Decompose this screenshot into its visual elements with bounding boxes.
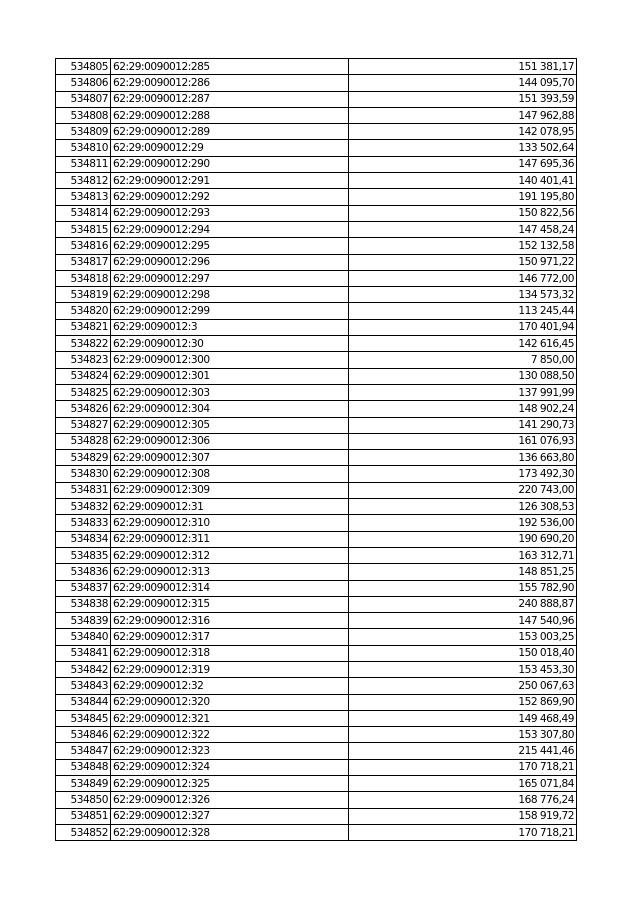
cadastral-number-cell: 62:29:0090012:304 — [111, 401, 349, 417]
cadastral-number-cell: 62:29:0090012:285 — [111, 59, 349, 75]
cadastral-value-cell: 152 132,58 — [349, 238, 577, 254]
row-number-cell: 534817 — [56, 254, 111, 270]
cadastral-number-cell: 62:29:0090012:315 — [111, 596, 349, 612]
row-number-cell: 534811 — [56, 156, 111, 172]
cadastral-number-cell: 62:29:0090012:301 — [111, 368, 349, 384]
table-row — [56, 629, 577, 645]
cadastral-number-cell: 62:29:0090012:312 — [111, 547, 349, 563]
table-row — [56, 661, 577, 677]
row-number-cell: 534810 — [56, 140, 111, 156]
cadastral-number-cell: 62:29:0090012:287 — [111, 91, 349, 107]
table-row — [56, 450, 577, 466]
row-number-cell: 534806 — [56, 75, 111, 91]
row-number-cell: 534831 — [56, 482, 111, 498]
cadastral-number-cell: 62:29:0090012:303 — [111, 384, 349, 400]
table-row — [56, 433, 577, 449]
table-row — [56, 107, 577, 123]
cadastral-number-cell: 62:29:0090012:294 — [111, 221, 349, 237]
cadastral-number-cell: 62:29:0090012:289 — [111, 124, 349, 140]
table-row — [56, 238, 577, 254]
row-number-cell: 534828 — [56, 433, 111, 449]
cadastral-number-cell: 62:29:0090012:295 — [111, 238, 349, 254]
row-number-cell: 534826 — [56, 401, 111, 417]
cadastral-number-cell: 62:29:0090012:325 — [111, 776, 349, 792]
table-row — [56, 531, 577, 547]
row-number-cell: 534816 — [56, 238, 111, 254]
row-number-cell: 534821 — [56, 319, 111, 335]
cadastral-number-cell: 62:29:0090012:307 — [111, 450, 349, 466]
cadastral-value-cell: 144 095,70 — [349, 75, 577, 91]
cadastral-number-cell: 62:29:0090012:292 — [111, 189, 349, 205]
row-number-cell: 534844 — [56, 694, 111, 710]
row-number-cell: 534852 — [56, 824, 111, 840]
cadastral-number-cell: 62:29:0090012:314 — [111, 580, 349, 596]
row-number-cell: 534832 — [56, 499, 111, 515]
cadastral-number-cell: 62:29:0090012:317 — [111, 629, 349, 645]
cadastral-value-cell: 142 078,95 — [349, 124, 577, 140]
table-row — [56, 727, 577, 743]
cadastral-value-cell: 161 076,93 — [349, 433, 577, 449]
cadastral-number-cell: 62:29:0090012:309 — [111, 482, 349, 498]
cadastral-value-cell: 137 991,99 — [349, 384, 577, 400]
table-row — [56, 140, 577, 156]
cadastral-number-cell: 62:29:0090012:291 — [111, 173, 349, 189]
cadastral-number-cell: 62:29:0090012:297 — [111, 270, 349, 286]
table-row — [56, 580, 577, 596]
table-row — [56, 270, 577, 286]
row-number-cell: 534814 — [56, 205, 111, 221]
cadastral-value-cell: 147 540,96 — [349, 613, 577, 629]
cadastral-number-cell: 62:29:0090012:305 — [111, 417, 349, 433]
table-row — [56, 59, 577, 75]
row-number-cell: 534841 — [56, 645, 111, 661]
row-number-cell: 534824 — [56, 368, 111, 384]
cadastral-value-cell: 153 003,25 — [349, 629, 577, 645]
cadastral-number-cell: 62:29:0090012:308 — [111, 466, 349, 482]
cadastral-value-cell: 191 195,80 — [349, 189, 577, 205]
cadastral-number-cell: 62:29:0090012:288 — [111, 107, 349, 123]
table-body — [56, 59, 577, 841]
cadastral-value-cell: 152 869,90 — [349, 694, 577, 710]
cadastral-number-cell: 62:29:0090012:310 — [111, 515, 349, 531]
row-number-cell: 534827 — [56, 417, 111, 433]
table-row — [56, 124, 577, 140]
cadastral-value-cell: 170 718,21 — [349, 824, 577, 840]
cadastral-value-cell: 140 401,41 — [349, 173, 577, 189]
cadastral-value-cell: 215 441,46 — [349, 743, 577, 759]
table-row — [56, 678, 577, 694]
cadastral-value-cell: 142 616,45 — [349, 336, 577, 352]
cadastral-value-cell: 173 492,30 — [349, 466, 577, 482]
table-row — [56, 694, 577, 710]
row-number-cell: 534846 — [56, 727, 111, 743]
cadastral-number-cell: 62:29:0090012:298 — [111, 287, 349, 303]
row-number-cell: 534823 — [56, 352, 111, 368]
cadastral-number-cell: 62:29:0090012:321 — [111, 710, 349, 726]
cadastral-number-cell: 62:29:0090012:328 — [111, 824, 349, 840]
cadastral-number-cell: 62:29:0090012:299 — [111, 303, 349, 319]
table-row — [56, 792, 577, 808]
row-number-cell: 534850 — [56, 792, 111, 808]
table-row — [56, 303, 577, 319]
row-number-cell: 534845 — [56, 710, 111, 726]
cadastral-number-cell: 62:29:0090012:32 — [111, 678, 349, 694]
row-number-cell: 534836 — [56, 564, 111, 580]
table-row — [56, 417, 577, 433]
table-row — [56, 75, 577, 91]
cadastral-value-cell: 163 312,71 — [349, 547, 577, 563]
row-number-cell: 534847 — [56, 743, 111, 759]
cadastral-value-cell: 141 290,73 — [349, 417, 577, 433]
cadastral-value-cell: 150 018,40 — [349, 645, 577, 661]
cadastral-number-cell: 62:29:0090012:326 — [111, 792, 349, 808]
table-row — [56, 205, 577, 221]
table-row — [56, 776, 577, 792]
cadastral-number-cell: 62:29:0090012:313 — [111, 564, 349, 580]
cadastral-value-cell: 147 458,24 — [349, 221, 577, 237]
table-row — [56, 254, 577, 270]
cadastral-value-cell: 153 307,80 — [349, 727, 577, 743]
row-number-cell: 534825 — [56, 384, 111, 400]
table-row — [56, 824, 577, 840]
cadastral-number-cell: 62:29:0090012:290 — [111, 156, 349, 172]
cadastral-value-table — [55, 58, 577, 841]
cadastral-value-cell: 146 772,00 — [349, 270, 577, 286]
row-number-cell: 534843 — [56, 678, 111, 694]
cadastral-number-cell: 62:29:0090012:29 — [111, 140, 349, 156]
cadastral-value-cell: 147 695,36 — [349, 156, 577, 172]
row-number-cell: 534848 — [56, 759, 111, 775]
table-row — [56, 808, 577, 824]
table-row — [56, 221, 577, 237]
cadastral-value-cell: 190 690,20 — [349, 531, 577, 547]
cadastral-value-cell: 192 536,00 — [349, 515, 577, 531]
cadastral-value-cell: 126 308,53 — [349, 499, 577, 515]
cadastral-value-cell: 158 919,72 — [349, 808, 577, 824]
table-row — [56, 564, 577, 580]
cadastral-value-cell: 148 851,25 — [349, 564, 577, 580]
row-number-cell: 534849 — [56, 776, 111, 792]
table-row — [56, 710, 577, 726]
table-row — [56, 759, 577, 775]
table-row — [56, 384, 577, 400]
cadastral-number-cell: 62:29:0090012:322 — [111, 727, 349, 743]
cadastral-value-cell: 153 453,30 — [349, 661, 577, 677]
row-number-cell: 534820 — [56, 303, 111, 319]
cadastral-value-cell: 136 663,80 — [349, 450, 577, 466]
cadastral-number-cell: 62:29:0090012:293 — [111, 205, 349, 221]
table-row — [56, 596, 577, 612]
cadastral-value-cell: 240 888,87 — [349, 596, 577, 612]
row-number-cell: 534818 — [56, 270, 111, 286]
cadastral-number-cell: 62:29:0090012:324 — [111, 759, 349, 775]
row-number-cell: 534851 — [56, 808, 111, 824]
table-row — [56, 515, 577, 531]
cadastral-value-cell: 7 850,00 — [349, 352, 577, 368]
row-number-cell: 534830 — [56, 466, 111, 482]
row-number-cell: 534840 — [56, 629, 111, 645]
row-number-cell: 534837 — [56, 580, 111, 596]
row-number-cell: 534807 — [56, 91, 111, 107]
cadastral-value-cell: 134 573,32 — [349, 287, 577, 303]
table-row — [56, 466, 577, 482]
cadastral-value-cell: 133 502,64 — [349, 140, 577, 156]
table-row — [56, 482, 577, 498]
cadastral-number-cell: 62:29:0090012:316 — [111, 613, 349, 629]
cadastral-value-cell: 113 245,44 — [349, 303, 577, 319]
cadastral-number-cell: 62:29:0090012:311 — [111, 531, 349, 547]
row-number-cell: 534822 — [56, 336, 111, 352]
table-row — [56, 91, 577, 107]
row-number-cell: 534815 — [56, 221, 111, 237]
table-row — [56, 401, 577, 417]
row-number-cell: 534808 — [56, 107, 111, 123]
cadastral-number-cell: 62:29:0090012:300 — [111, 352, 349, 368]
row-number-cell: 534809 — [56, 124, 111, 140]
table-row — [56, 319, 577, 335]
table-row — [56, 547, 577, 563]
cadastral-number-cell: 62:29:0090012:296 — [111, 254, 349, 270]
table-row — [56, 613, 577, 629]
cadastral-number-cell: 62:29:0090012:318 — [111, 645, 349, 661]
table-row — [56, 173, 577, 189]
cadastral-number-cell: 62:29:0090012:286 — [111, 75, 349, 91]
cadastral-value-cell: 149 468,49 — [349, 710, 577, 726]
cadastral-value-cell: 151 393,59 — [349, 91, 577, 107]
row-number-cell: 534805 — [56, 59, 111, 75]
row-number-cell: 534839 — [56, 613, 111, 629]
cadastral-number-cell: 62:29:0090012:3 — [111, 319, 349, 335]
cadastral-value-cell: 150 822,56 — [349, 205, 577, 221]
cadastral-number-cell: 62:29:0090012:30 — [111, 336, 349, 352]
cadastral-value-cell: 170 401,94 — [349, 319, 577, 335]
cadastral-value-cell: 155 782,90 — [349, 580, 577, 596]
table-row — [56, 645, 577, 661]
cadastral-value-cell: 148 902,24 — [349, 401, 577, 417]
cadastral-number-cell: 62:29:0090012:320 — [111, 694, 349, 710]
table-row — [56, 499, 577, 515]
row-number-cell: 534833 — [56, 515, 111, 531]
row-number-cell: 534813 — [56, 189, 111, 205]
cadastral-number-cell: 62:29:0090012:31 — [111, 499, 349, 515]
table-row — [56, 156, 577, 172]
table-row — [56, 189, 577, 205]
cadastral-value-cell: 147 962,88 — [349, 107, 577, 123]
cadastral-value-cell: 168 776,24 — [349, 792, 577, 808]
row-number-cell: 534838 — [56, 596, 111, 612]
cadastral-value-cell: 170 718,21 — [349, 759, 577, 775]
table-row — [56, 336, 577, 352]
row-number-cell: 534842 — [56, 661, 111, 677]
table-row — [56, 743, 577, 759]
row-number-cell: 534835 — [56, 547, 111, 563]
cadastral-value-cell: 165 071,84 — [349, 776, 577, 792]
table-row — [56, 287, 577, 303]
cadastral-value-cell: 150 971,22 — [349, 254, 577, 270]
cadastral-value-cell: 151 381,17 — [349, 59, 577, 75]
table-row — [56, 352, 577, 368]
table-row — [56, 368, 577, 384]
cadastral-number-cell: 62:29:0090012:306 — [111, 433, 349, 449]
row-number-cell: 534819 — [56, 287, 111, 303]
row-number-cell: 534829 — [56, 450, 111, 466]
row-number-cell: 534834 — [56, 531, 111, 547]
cadastral-value-cell: 130 088,50 — [349, 368, 577, 384]
cadastral-number-cell: 62:29:0090012:323 — [111, 743, 349, 759]
cadastral-number-cell: 62:29:0090012:319 — [111, 661, 349, 677]
row-number-cell: 534812 — [56, 173, 111, 189]
cadastral-value-cell: 220 743,00 — [349, 482, 577, 498]
cadastral-number-cell: 62:29:0090012:327 — [111, 808, 349, 824]
cadastral-value-cell: 250 067,63 — [349, 678, 577, 694]
